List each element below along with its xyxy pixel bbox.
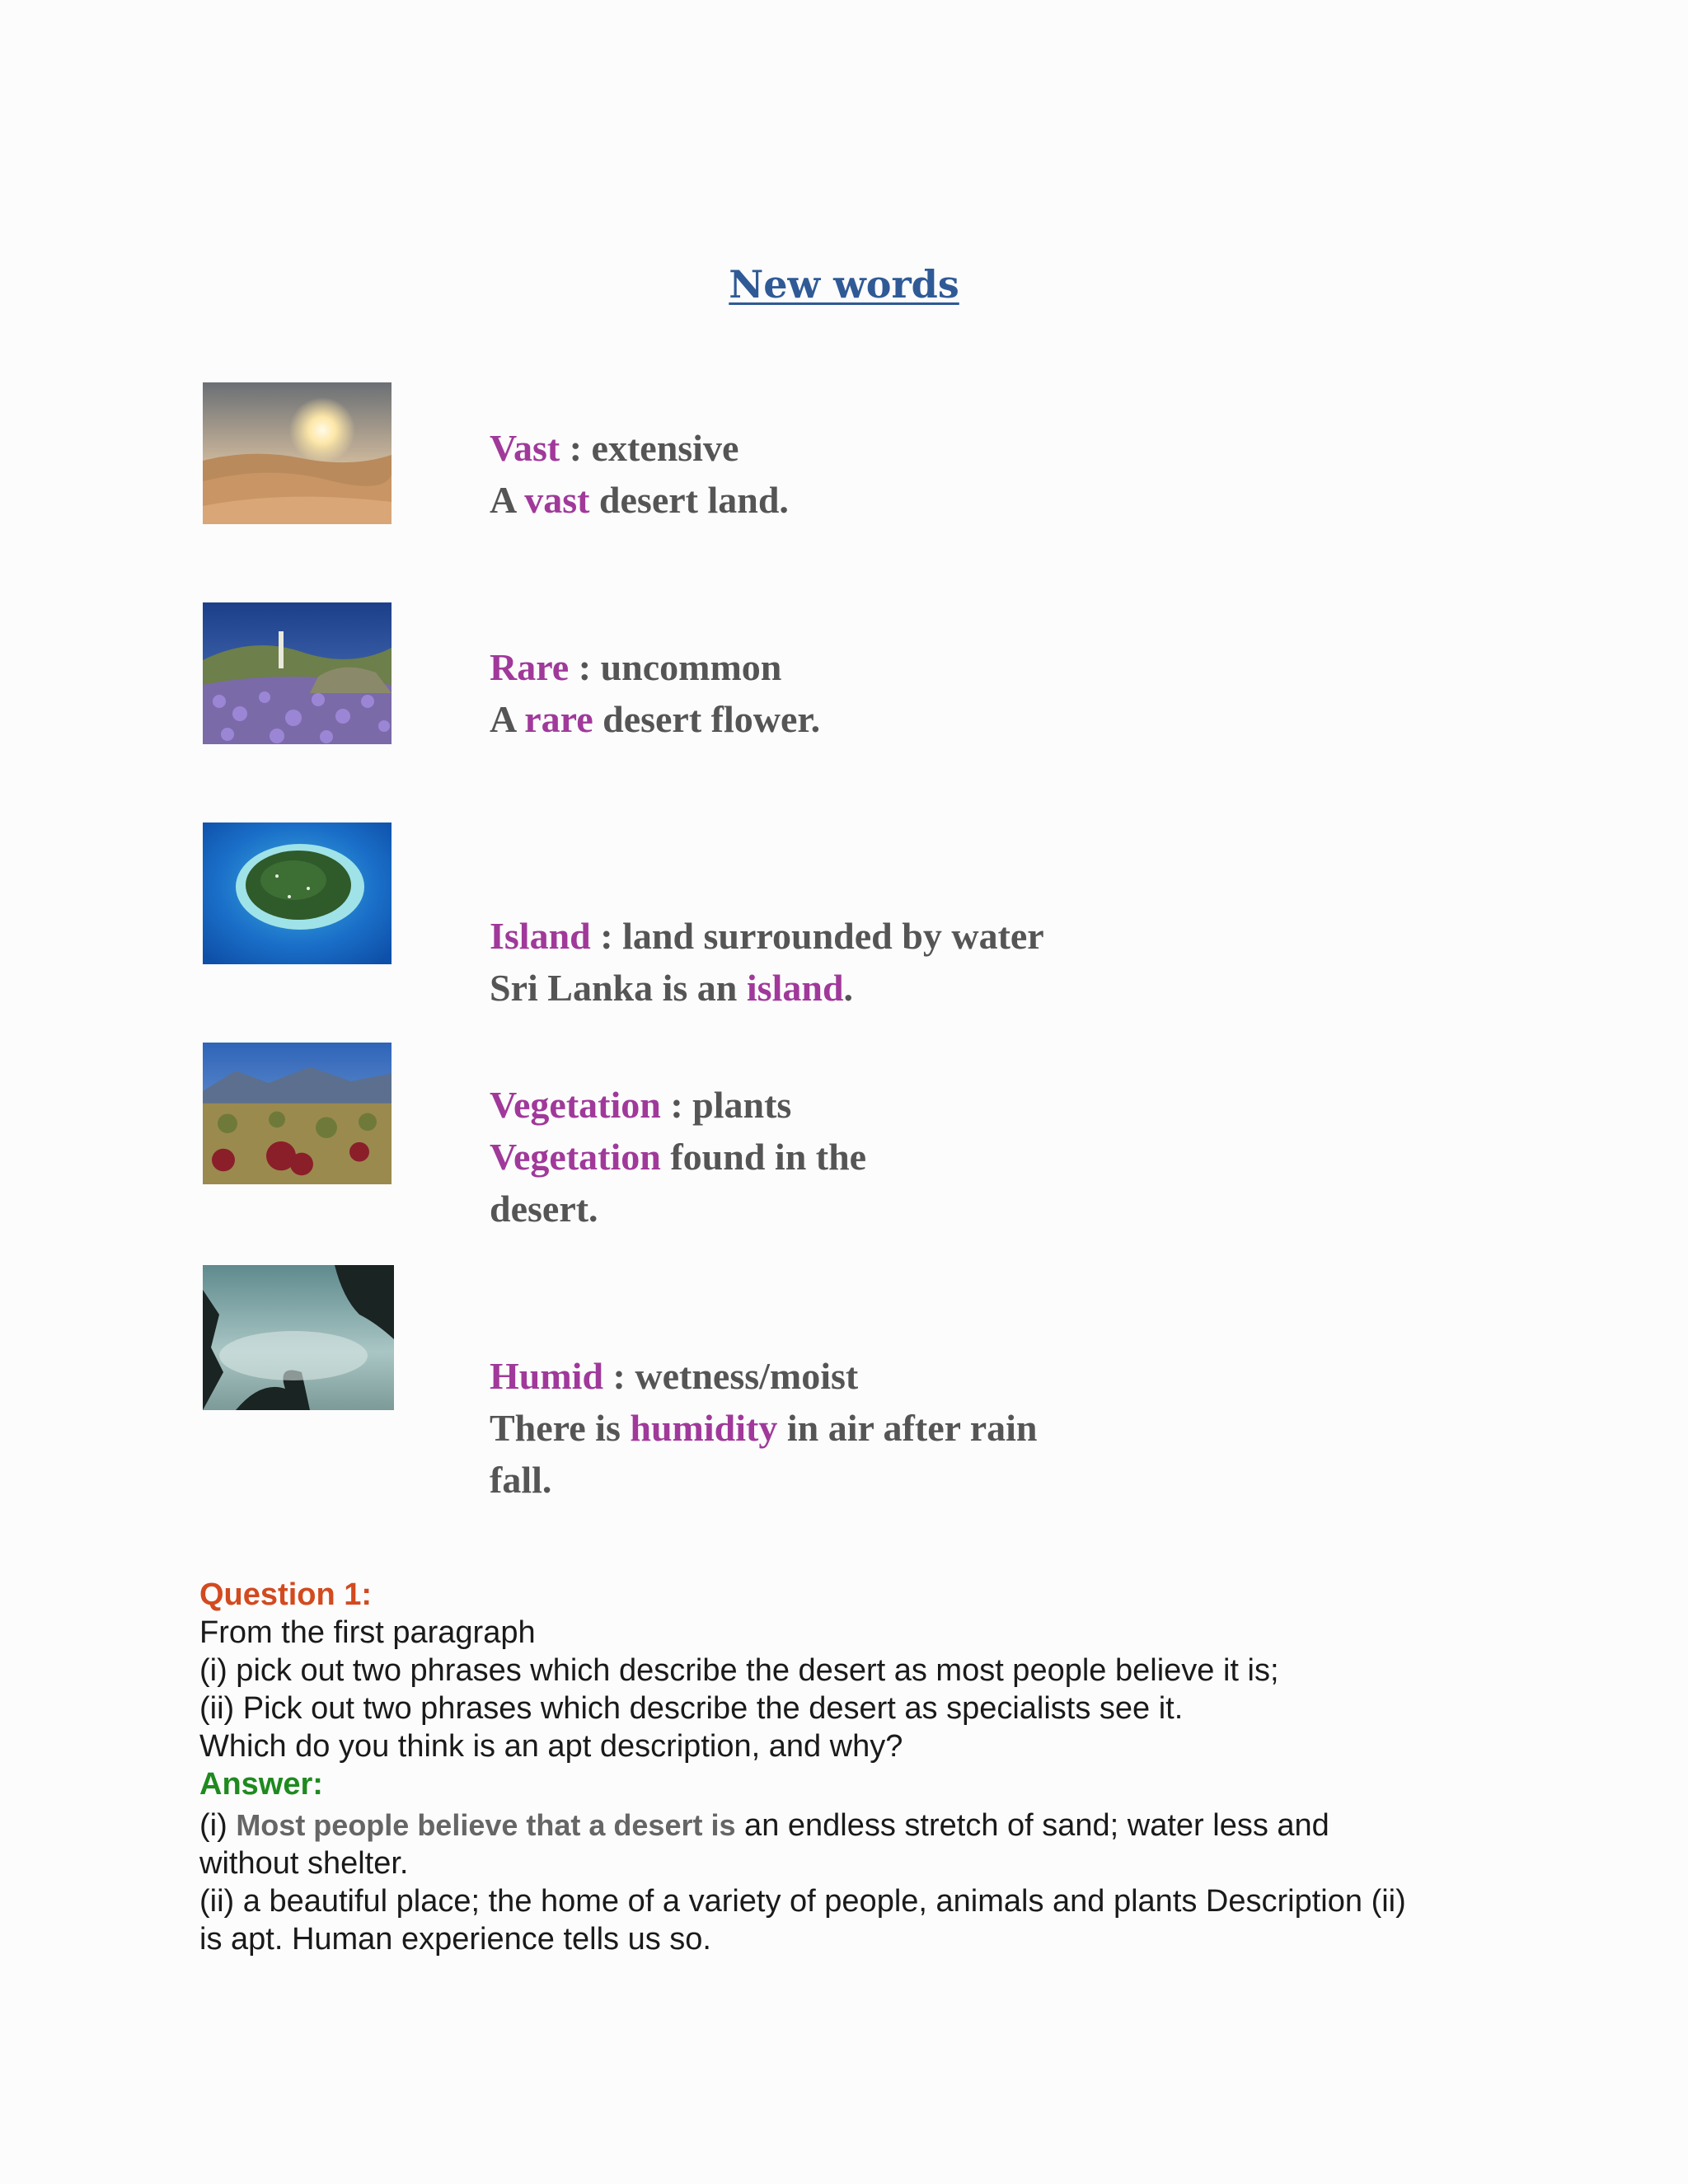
keyword: Vegetation (490, 1084, 661, 1126)
example-text: Sri Lanka is an (490, 967, 747, 1009)
keyword: Humid (490, 1355, 604, 1397)
keyword: island (746, 967, 844, 1009)
answer-line: is apt. Human experience tells us so. (199, 1922, 711, 1957)
vocab-entry-humid (490, 1350, 1116, 1506)
example-text: A (490, 698, 525, 740)
example-text: A (490, 479, 525, 521)
definition-line: Vast : extensive (490, 427, 739, 469)
example-text: There is (490, 1407, 631, 1449)
definition: wetness/moist (635, 1355, 859, 1397)
definition: land surrounded by water (622, 915, 1044, 957)
answer-line (199, 1807, 1518, 1844)
keyword: humidity (630, 1407, 778, 1449)
vocab-entry-island (490, 910, 1116, 1014)
question-line: Which do you think is an apt description, and why? (199, 1729, 903, 1764)
definition: uncommon (600, 646, 782, 688)
desert-vegetation-image (203, 1043, 392, 1184)
definition-line: Humid : wetness/moist (490, 1355, 859, 1397)
keyword: Vast (490, 427, 560, 469)
vocab-entry-rare (490, 641, 1116, 745)
answer-text: (i) (199, 1808, 237, 1843)
keyword: rare (524, 698, 593, 740)
example-text: desert flower. (593, 698, 821, 740)
question-answer-section (199, 1576, 1518, 1958)
keyword: vast (524, 479, 590, 521)
answer-line: (ii) a beautiful place; the home of a variety of people, animals and plants Description (ii) (199, 1884, 1406, 1919)
answer-line: without shelter. (199, 1846, 409, 1881)
page-title: New words (729, 262, 959, 307)
definition: plants (692, 1084, 792, 1126)
definition-line: Vegetation : plants (490, 1084, 792, 1126)
example-line (490, 1402, 1116, 1454)
vocab-entry-vast (490, 422, 1116, 526)
example-text: desert land. (589, 479, 789, 521)
definition: extensive (591, 427, 739, 469)
misty-forest-image (203, 1265, 394, 1410)
keyword: Island (490, 915, 591, 957)
question-heading: Question 1: (199, 1577, 373, 1612)
answer-emphasis: Most people believe that a desert is (236, 1808, 736, 1842)
desert-flowers-image (203, 602, 392, 744)
example-line (490, 962, 1116, 1014)
keyword: Vegetation (490, 1136, 661, 1178)
answer-heading: Answer: (199, 1767, 323, 1802)
definition-line: Island : land surrounded by water (490, 915, 1044, 957)
example-line (490, 474, 1116, 526)
example-text: in air after rain (777, 1407, 1038, 1449)
example-text: . (843, 967, 854, 1009)
island-aerial-image (203, 823, 392, 964)
answer-text: an endless stretch of sand; water less and (735, 1808, 1329, 1843)
example-text: found in the (660, 1136, 867, 1178)
example-line (490, 1131, 1116, 1183)
keyword: Rare (490, 646, 570, 688)
vocab-entry-vegetation (490, 1079, 1116, 1235)
definition-line: Rare : uncommon (490, 646, 782, 688)
question-line: From the first paragraph (199, 1615, 536, 1650)
example-line: fall. (490, 1459, 552, 1501)
question-line: (i) pick out two phrases which describe the desert as most people believe it is; (199, 1653, 1279, 1688)
desert-sunset-image (203, 382, 392, 524)
example-line (490, 693, 1116, 745)
example-line: desert. (490, 1188, 598, 1230)
question-line: (ii) Pick out two phrases which describe the desert as specialists see it. (199, 1691, 1184, 1726)
